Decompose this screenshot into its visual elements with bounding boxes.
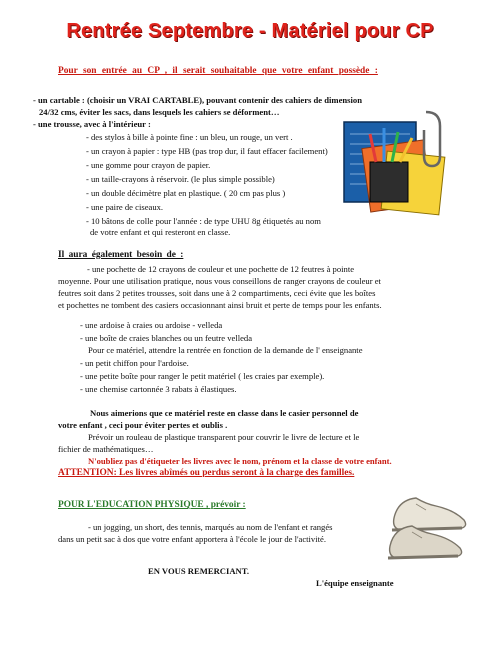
cartable-line-1: - un cartable : (choisir un VRAI CARTABLE), pouvant contenir des cahiers de dimension (33, 95, 362, 105)
ardoise-line: - un petit chiffon pour l'ardoise. (80, 358, 189, 368)
pochette-line: feutres soit dans 2 petites trousses, soit dans une à 2 compartiments, ceci évite que les boîtes (58, 288, 376, 298)
attention-line: ATTENTION: Les livres abîmés ou perdus seront à la charge des familles. (58, 468, 355, 478)
classe-line: votre enfant , ceci pour éviter pertes et oublis . (58, 420, 228, 430)
ardoise-note: Pour ce matériel, attendre la rentrée en fonction de la demande de l' enseignante (88, 345, 363, 355)
list-item: de votre enfant et qui resteront en classe. (90, 227, 231, 237)
pochette-line: - une pochette de 12 crayons de couleur et une pochette de 12 feutres à pointe (87, 264, 355, 274)
signature-text: L'équipe enseignante (316, 578, 394, 588)
sneakers-illustration (386, 488, 478, 564)
school-supplies-illustration (340, 104, 452, 222)
trousse-line: - une trousse, avec à l'intérieur : (33, 119, 151, 129)
cartable-line-2: 24/32 cms, éviter les sacs, dans lesquels les cahiers se déforment… (39, 107, 280, 117)
page-title: Rentrée Septembre - Matériel pour CP (66, 20, 434, 42)
classe-line: fichier de mathématiques… (58, 444, 154, 454)
list-item: - une paire de ciseaux. (86, 202, 164, 212)
list-item: - un taille-crayons à réservoir. (le plus simple possible) (86, 174, 275, 184)
list-item: - 10 bâtons de colle pour l'année : de type UHU 8g étiquetés au nom (86, 216, 321, 226)
classe-line: Prévoir un rouleau de plastique transparent pour couvrir le livre de lecture et le (88, 432, 360, 442)
eps-heading: POUR L'EDUCATION PHYSIQUE , prévoir : (58, 500, 246, 510)
ardoise-line: - une ardoise à craies ou ardoise - velleda (80, 320, 223, 330)
ardoise-line: - une boîte de craies blanches ou un feutre velleda (80, 333, 253, 343)
ardoise-line: - une petite boîte pour ranger le petit matériel ( les craies par exemple). (80, 371, 325, 381)
etiqueter-line: N'oubliez pas d'étiqueter les livres avec le nom, prénom et la classe de votre enfant. (88, 456, 392, 466)
thanks-text: EN VOUS REMERCIANT. (148, 566, 249, 576)
eps-line: - un jogging, un short, des tennis, marqués au nom de l'enfant et rangés (88, 522, 333, 532)
classe-line: Nous aimerions que ce matériel reste en classe dans le casier personnel de (90, 408, 359, 418)
list-item: - un double décimètre plat en plastique. ( 20 cm pas plus ) (86, 188, 286, 198)
besoin-heading: Il aura également besoin de : (58, 250, 184, 260)
pochette-line: et pochettes ne tombent des casiers occasionnant ainsi bruit et perte de temps pour les enfants. (58, 300, 382, 310)
list-item: - une gomme pour crayon de papier. (86, 160, 211, 170)
ardoise-line: - une chemise cartonnée 3 rabats à élastiques. (80, 384, 237, 394)
pochette-line: moyenne. Pour une utilisation pratique, nous vous conseillons de ranger crayons de couleur et (58, 276, 381, 286)
list-item: - un crayon à papier : type HB (pas trop dur, il faut effacer facilement) (86, 146, 328, 156)
eps-line: dans un petit sac à dos que votre enfant apportera à l'école le jour de l'activité. (58, 534, 326, 544)
list-item: - des stylos à bille à pointe fine : un bleu, un rouge, un vert . (86, 132, 293, 142)
intro-text: Pour son entrée au CP , il serait souhaitable que votre enfant possède : (58, 66, 378, 76)
